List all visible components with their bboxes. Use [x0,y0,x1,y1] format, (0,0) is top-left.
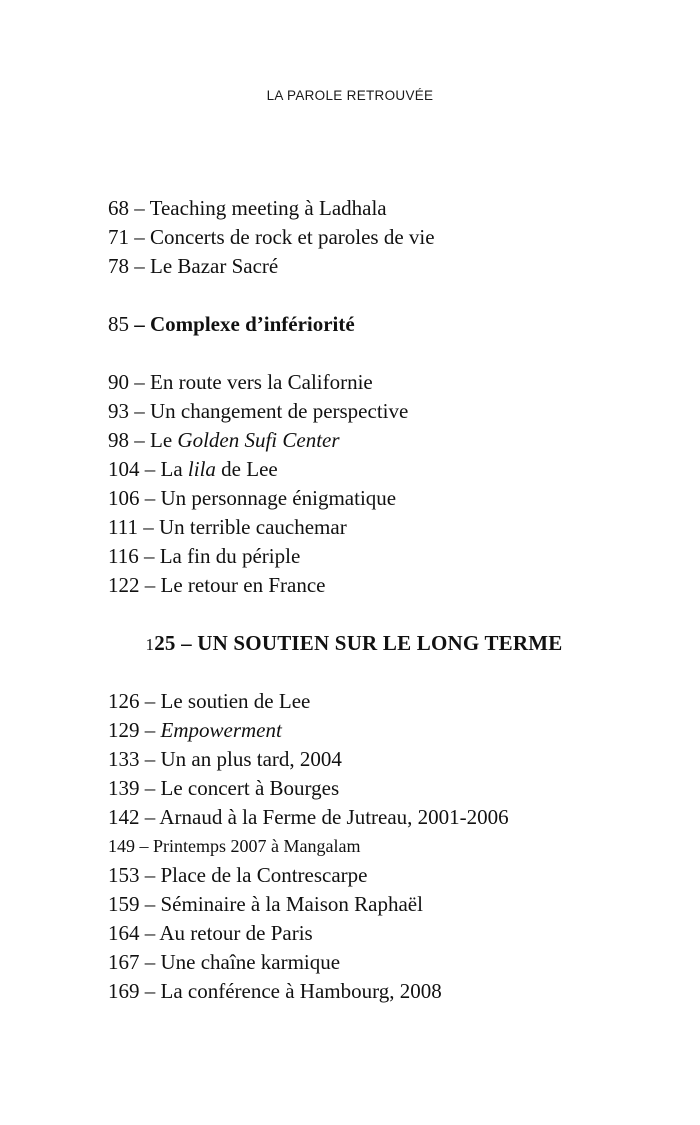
toc-page: 169 [108,979,140,1003]
toc-entry: 104 – La lila de Lee [108,457,278,481]
toc-page: 159 [108,892,140,916]
toc-entry: 167 – Une chaîne karmique [108,950,341,974]
toc-title: Une chaîne karmique [160,950,341,974]
toc-page: 68 [108,196,129,220]
toc-entry: 68 – Teaching meeting à Ladhala [108,196,387,220]
toc-entry: 116 – La fin du périple [108,544,301,568]
toc-title: Le Bazar Sacré [150,254,279,278]
toc-page: 106 [108,486,140,510]
toc-entry: 122 – Le retour en France [108,573,326,597]
toc-entry: 71 – Concerts de rock et paroles de vie [108,225,435,249]
toc-page: 98 [108,428,129,452]
toc-part-title: UN SOUTIEN SUR LE LONG TERME [197,631,563,655]
toc-entry: 78 – Le Bazar Sacré [108,254,279,278]
toc-title-italic: Empowerment [160,718,282,742]
toc-page: 139 [108,776,140,800]
toc-title-italic: Golden Sufi Center [177,428,340,452]
toc-page: 111 [108,515,138,539]
toc-page: 93 [108,399,129,423]
toc-title: Le concert à Bourges [160,776,340,800]
toc-page: 129 [108,718,140,742]
toc-page: 78 [108,254,129,278]
toc-page: 122 [108,573,140,597]
toc-page: 142 [108,805,140,829]
toc-title: Un an plus tard, 2004 [160,747,342,771]
toc-title: Le retour en France [160,573,326,597]
toc-chapter-title: Complexe d’infériorité [150,312,355,336]
toc-title: La fin du périple [159,544,301,568]
toc-title-prefix: La [160,457,188,481]
toc-entry: 129 – Empowerment [108,718,282,742]
toc-entry: 153 – Place de la Contrescarpe [108,863,368,887]
toc-title-prefix: Le [150,428,178,452]
toc-entry: 149 – Printemps 2007 à Mangalam [108,836,361,856]
toc-entry: 142 – Arnaud à la Ferme de Jutreau, 2001-2006 [108,805,509,829]
toc-chapter-heading: 85 – Complexe d’infériorité [108,312,355,336]
toc-page: 126 [108,689,140,713]
toc-entry: 90 – En route vers la Californie [108,370,373,394]
toc-page: 104 [108,457,140,481]
toc-page: 71 [108,225,129,249]
toc-part-heading: 125 – UN SOUTIEN SUR LE LONG TERME [145,631,563,655]
toc-page-first-digit: 1 [145,635,155,654]
toc-page: 133 [108,747,140,771]
toc-title: Au retour de Paris [159,921,313,945]
running-header: LA PAROLE RETROUVÉE [266,88,434,103]
toc-entry: 169 – La conférence à Hambourg, 2008 [108,979,442,1003]
toc-title: Arnaud à la Ferme de Jutreau, 2001-2006 [159,805,509,829]
toc-page: 90 [108,370,129,394]
toc-title-suffix: de Lee [215,457,278,481]
toc-title: La conférence à Hambourg, 2008 [160,979,442,1003]
toc-entry: 139 – Le concert à Bourges [108,776,340,800]
toc-title: Un personnage énigmatique [160,486,397,510]
toc-entry: 164 – Au retour de Paris [108,921,313,945]
toc-title: Teaching meeting à Ladhala [149,196,387,220]
toc-page: 167 [108,950,140,974]
toc-title: Printemps 2007 à Mangalam [153,836,361,856]
toc-title-italic: lila [187,457,216,481]
toc-entry: 98 – Le Golden Sufi Center [108,428,340,452]
toc-title: Concerts de rock et paroles de vie [150,225,435,249]
table-of-contents [108,194,668,1006]
toc-title: Séminaire à la Maison Raphaël [160,892,423,916]
toc-title: Le soutien de Lee [160,689,311,713]
toc-entry: 159 – Séminaire à la Maison Raphaël [108,892,423,916]
toc-page: 153 [108,863,140,887]
toc-entry: 126 – Le soutien de Lee [108,689,311,713]
toc-entry: 133 – Un an plus tard, 2004 [108,747,342,771]
toc-page: 85 [108,312,129,336]
toc-title: Un terrible cauchemar [158,515,347,539]
toc-title: Place de la Contrescarpe [160,863,368,887]
toc-entry: 111 – Un terrible cauchemar [108,515,347,539]
toc-page: 116 [108,544,139,568]
toc-entry: 93 – Un changement de perspective [108,399,409,423]
toc-page: 149 [108,836,135,856]
toc-title: En route vers la Californie [150,370,373,394]
toc-entry: 106 – Un personnage énigmatique [108,486,397,510]
toc-page: 164 [108,921,140,945]
toc-page-rest: 25 [154,631,176,655]
toc-title: Un changement de perspective [150,399,409,423]
